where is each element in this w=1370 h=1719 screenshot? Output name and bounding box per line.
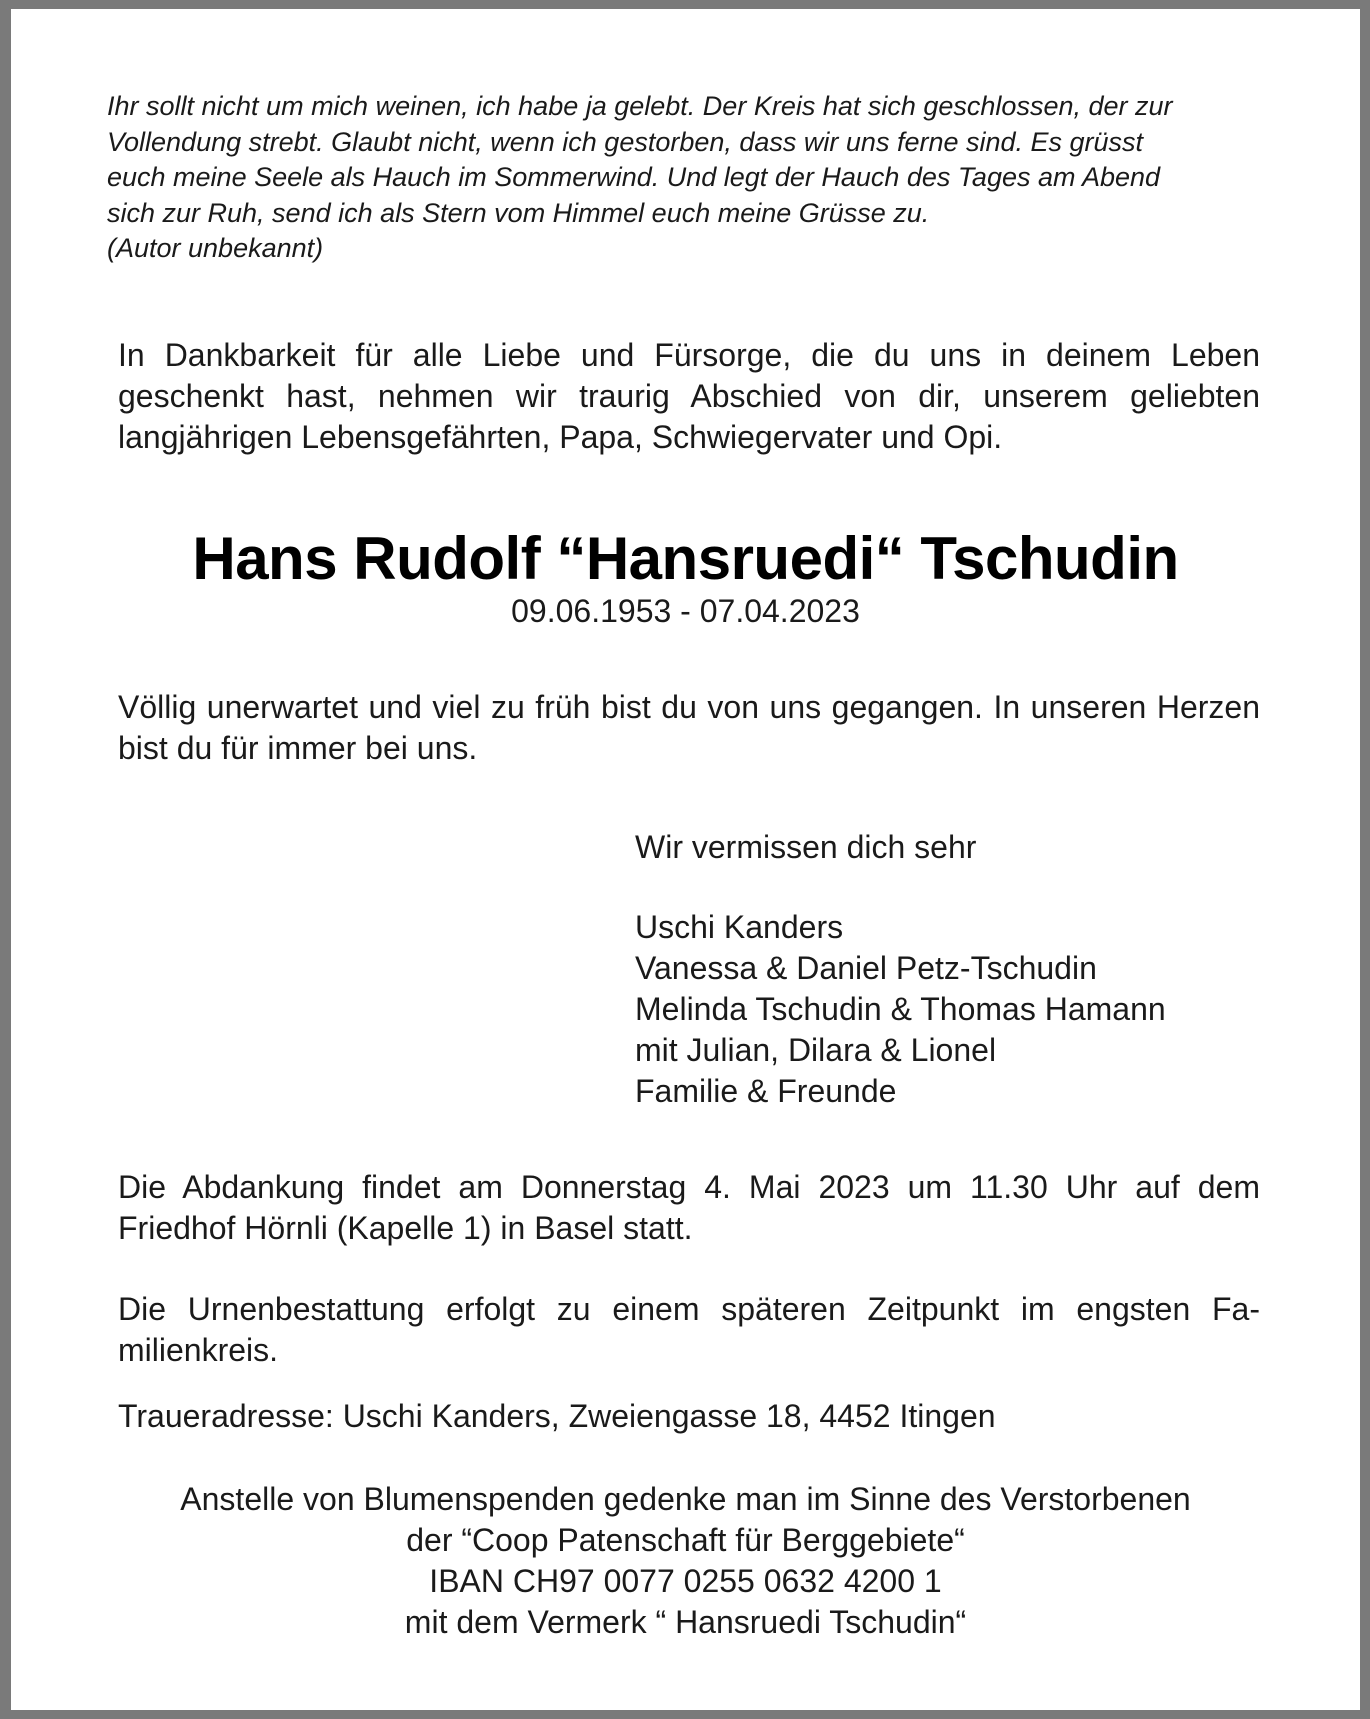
- poem-line: euch meine Seele als Hauch im Sommerwind. Und legt der Hauch des Tages am Abend: [107, 162, 1161, 192]
- burial-paragraph: Die Urnenbestattung erfolgt zu einem späteren Zeitpunkt im engsten Fa-milienkreis.: [118, 1291, 1260, 1368]
- intro-paragraph: In Dankbarkeit für alle Liebe und Fürsorge, die du uns in deinem Leben geschenkt hast, nehmen wir traurig Abschied von dir, unserem geliebten langjährigen Lebensgefährten, Papa, Schwiegervater und Opi.: [118, 337, 1260, 455]
- poem-line: Ihr sollt nicht um mich weinen, ich habe ja gelebt. Der Kreis hat sich geschlossen, der zur: [107, 91, 1173, 121]
- poem-author: (Autor unbekannt): [107, 233, 324, 263]
- mourner-name: Vanessa & Daniel Petz-Tschudin: [635, 950, 1097, 986]
- donation-notice: [11, 1479, 1360, 1643]
- donation-iban: IBAN CH97 0077 0255 0632 4200 1: [429, 1563, 942, 1599]
- ceremony-paragraph: Die Abdankung findet am Donnerstag 4. Mai 2023 um 11.30 Uhr auf dem Friedhof Hörnli (Kapelle 1) in Basel statt.: [118, 1169, 1260, 1246]
- poem-line: sich zur Ruh, send ich als Stern vom Himmel euch meine Grüsse zu.: [107, 197, 930, 228]
- donation-line: der “Coop Patenschaft für Berggebiete“: [406, 1522, 965, 1558]
- mourner-name: Melinda Tschudin & Thomas Hamann: [635, 991, 1166, 1027]
- mourner-name: mit Julian, Dilara & Lionel: [635, 1032, 997, 1068]
- mourner-name: Uschi Kanders: [635, 909, 844, 945]
- obituary-page: [11, 9, 1360, 1710]
- mourning-address: Traueradresse: Uschi Kanders, Zweiengasse 18, 4452 Itingen: [118, 1398, 996, 1434]
- signoff: Wir vermissen dich sehr: [635, 829, 977, 865]
- mourner-list: [635, 907, 1166, 1112]
- life-dates: 09.06.1953 - 07.04.2023: [511, 593, 860, 629]
- farewell-paragraph: Völlig unerwartet und viel zu früh bist du von uns gegangen. In unseren Herzen bist du für immer bei uns.: [118, 689, 1260, 766]
- poem-line: Vollendung strebt. Glaubt nicht, wenn ich gestorben, dass wir uns ferne sind. Es grüsst: [107, 126, 1144, 157]
- mourner-name: Familie & Freunde: [635, 1073, 897, 1109]
- donation-line: mit dem Vermerk “ Hansruedi Tschudin“: [404, 1604, 967, 1640]
- donation-line: Anstelle von Blumenspenden gedenke man im Sinne des Verstorbenen: [180, 1481, 1191, 1517]
- deceased-name: Hans Rudolf “Hansruedi“ Tschudin: [192, 525, 1179, 592]
- poem: [107, 89, 1259, 267]
